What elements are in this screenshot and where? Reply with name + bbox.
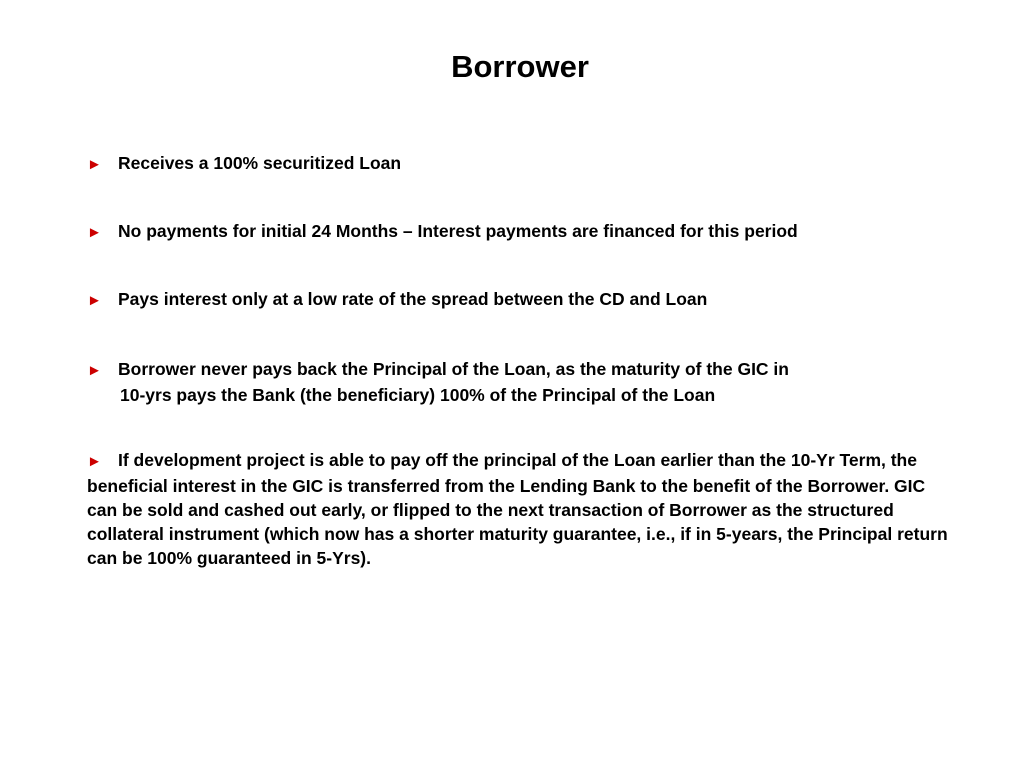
bullet-continuation-text: 10-yrs pays the Bank (the beneficiary) 100% of the Principal of the Loan [120, 385, 716, 405]
bullet-text: Borrower never pays back the Principal of the Loan, as the maturity of the GIC in [118, 359, 789, 379]
bullet-arrow-icon: ► [87, 224, 102, 241]
bullet-item [87, 219, 957, 245]
bullet-item [87, 357, 957, 407]
bullet-text: Pays interest only at a low rate of the spread between the CD and Loan [118, 289, 708, 309]
bullet-item [87, 448, 957, 570]
bullet-item [87, 151, 957, 177]
bullet-text: Receives a 100% securitized Loan [118, 153, 402, 173]
bullet-arrow-icon: ► [87, 453, 102, 470]
bullet-text: No payments for initial 24 Months – Interest payments are financed for this period [118, 221, 798, 241]
bullet-arrow-icon: ► [87, 362, 102, 379]
bullet-item [87, 287, 957, 313]
bullet-text: If development project is able to pay off the principal of the Loan earlier than the 10-Yr Term, the beneficial interest in the GIC is transferred from the Lending Bank to the benefit of the Borrower. GIC can be sold and cashed out early, or flipped to the next transaction of Borrower as the structured collateral instrument (which now has a shorter maturity guarantee, i.e., if in 5-years, the Principal return can be 100% guaranteed in 5-Yrs). [87, 450, 948, 568]
bullet-arrow-icon: ► [87, 156, 102, 173]
slide-title: Borrower [451, 49, 589, 84]
bullet-arrow-icon: ► [87, 292, 102, 309]
